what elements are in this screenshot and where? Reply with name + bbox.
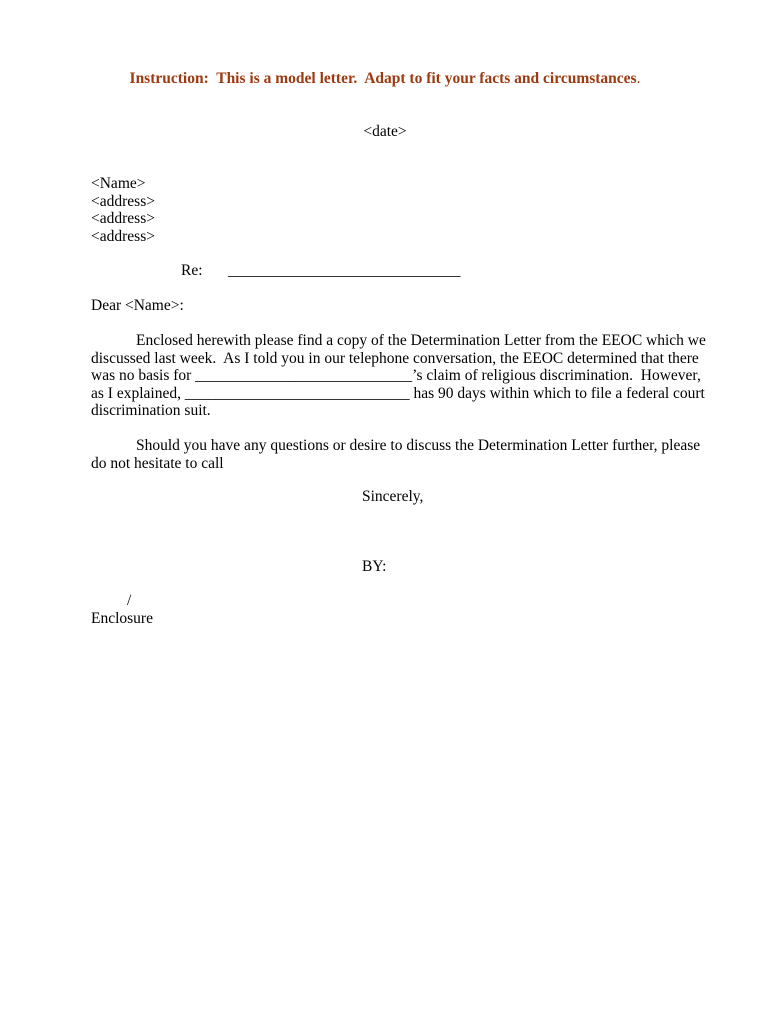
closing-sincerely: Sincerely, <box>362 488 424 505</box>
instruction-period: . <box>636 70 641 87</box>
letter-date: <date> <box>363 123 407 140</box>
paragraph-1-line-1: Enclosed herewith please find a copy of the Determination Letter from the EEOC which we <box>136 332 706 349</box>
re-blank-line: ______________________________ <box>228 262 461 279</box>
body-paragraph-1 <box>91 332 706 420</box>
typist-initials: / <box>127 592 132 609</box>
paragraph-1-line-3: was no basis for ____________________________’s claim of religious discrimination. However, <box>91 367 701 384</box>
paragraph-2-line-1: Should you have any questions or desire to discuss the Determination Letter further, please <box>136 437 701 454</box>
paragraph-1-line-4: as I explained, _____________________________ has 90 days within which to file a federal court <box>91 384 705 402</box>
recipient-name: <Name> <box>91 175 146 192</box>
enclosure-note: Enclosure <box>91 610 153 627</box>
paragraph-2-line-2: do not hesitate to call <box>91 454 224 472</box>
body-paragraph-2 <box>91 437 701 472</box>
signature-by: BY: <box>362 558 387 575</box>
recipient-address-line-1: <address> <box>91 193 155 210</box>
salutation: Dear <Name>: <box>91 297 184 314</box>
re-label: Re: <box>181 262 203 279</box>
instruction-note <box>0 70 770 88</box>
instruction-text: Instruction: This is a model letter. Adapt to fit your facts and circumstances <box>129 70 637 87</box>
recipient-address-line-3: <address> <box>91 228 155 245</box>
paragraph-1-line-5: discrimination suit. <box>91 402 211 419</box>
paragraph-1-line-2: discussed last week. As I told you in our telephone conversation, the EEOC determined that there <box>91 349 699 367</box>
recipient-address-line-2: <address> <box>91 210 155 227</box>
